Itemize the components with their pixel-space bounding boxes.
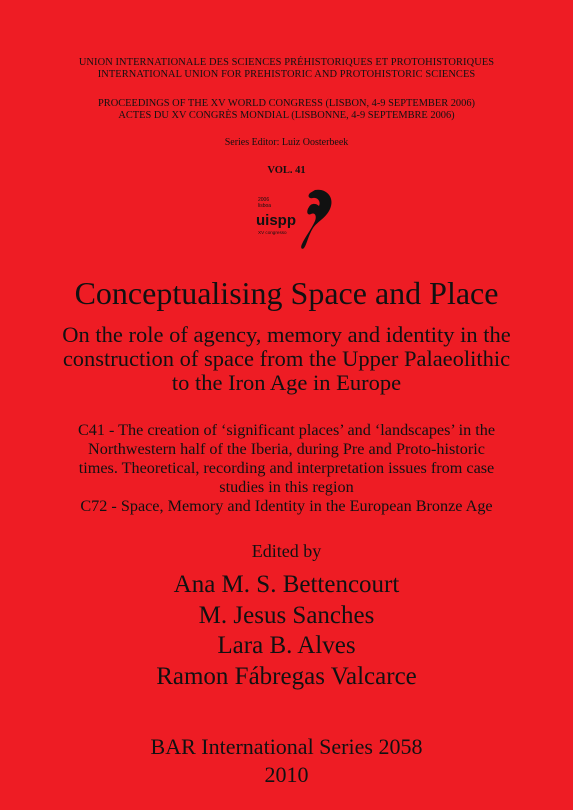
editor-name: Lara B. Alves	[217, 632, 356, 659]
uispp-logo-graphic	[255, 188, 335, 250]
organization-header	[0, 57, 573, 81]
series-name: BAR International Series 2058	[150, 734, 423, 759]
series-editor: Series Editor: Luiz Oosterbeek	[224, 137, 349, 148]
logo-year: 2006	[258, 197, 270, 203]
editor-name: Ana M. S. Bettencourt	[173, 571, 400, 598]
session-line-3: times. Theoretical, recording and interpretation issues from case	[78, 459, 495, 477]
proceedings-header	[0, 98, 573, 122]
session-line-2: Northwestern half of the Iberia, during Pre and Proto-historic	[88, 440, 485, 458]
volume-number: VOL. 41	[267, 165, 306, 176]
organization-line-english: INTERNATIONAL UNION FOR PREHISTORIC AND PROTOHISTORIC SCIENCES	[97, 69, 476, 80]
book-subtitle	[0, 323, 573, 395]
subtitle-line-2: construction of space from the Upper Palaeolithic	[62, 346, 511, 371]
session-description	[0, 421, 573, 516]
spiral-curl-icon	[301, 190, 331, 249]
subtitle-line-1: On the role of agency, memory and identity in the	[62, 322, 511, 347]
uispp-logo	[255, 188, 335, 250]
editors-list	[0, 570, 573, 692]
organization-line-french: UNION INTERNATIONALE DES SCIENCES PRÉHISTORIQUES ET PROTOHISTORIQUES	[78, 57, 495, 68]
session-line-1: C41 - The creation of ‘significant places’ and ‘landscapes’ in the	[77, 421, 496, 439]
editor-name: Ramon Fábregas Valcarce	[156, 662, 417, 690]
edited-by-label: Edited by	[251, 541, 322, 561]
logo-acronym: uispp	[256, 212, 296, 229]
session-line-4: studies in this region	[219, 478, 354, 496]
book-title: Conceptualising Space and Place	[74, 275, 499, 311]
proceedings-line-french: ACTES DU XV CONGRÈS MONDIAL (LISBONNE, 4-9 SEPTEMBRE 2006)	[118, 110, 455, 121]
subtitle-line-3: to the Iron Age in Europe	[171, 370, 402, 395]
logo-city: lisboa	[258, 203, 272, 209]
editor-name: M. Jesus Sanches	[198, 601, 375, 629]
proceedings-line-english: PROCEEDINGS OF THE XV WORLD CONGRESS (LISBON, 4-9 SEPTEMBER 2006)	[98, 98, 475, 109]
publication-year: 2010	[264, 762, 309, 787]
session-line-5: C72 - Space, Memory and Identity in the European Bronze Age	[80, 497, 493, 515]
logo-congress: XV congresso	[258, 230, 287, 235]
